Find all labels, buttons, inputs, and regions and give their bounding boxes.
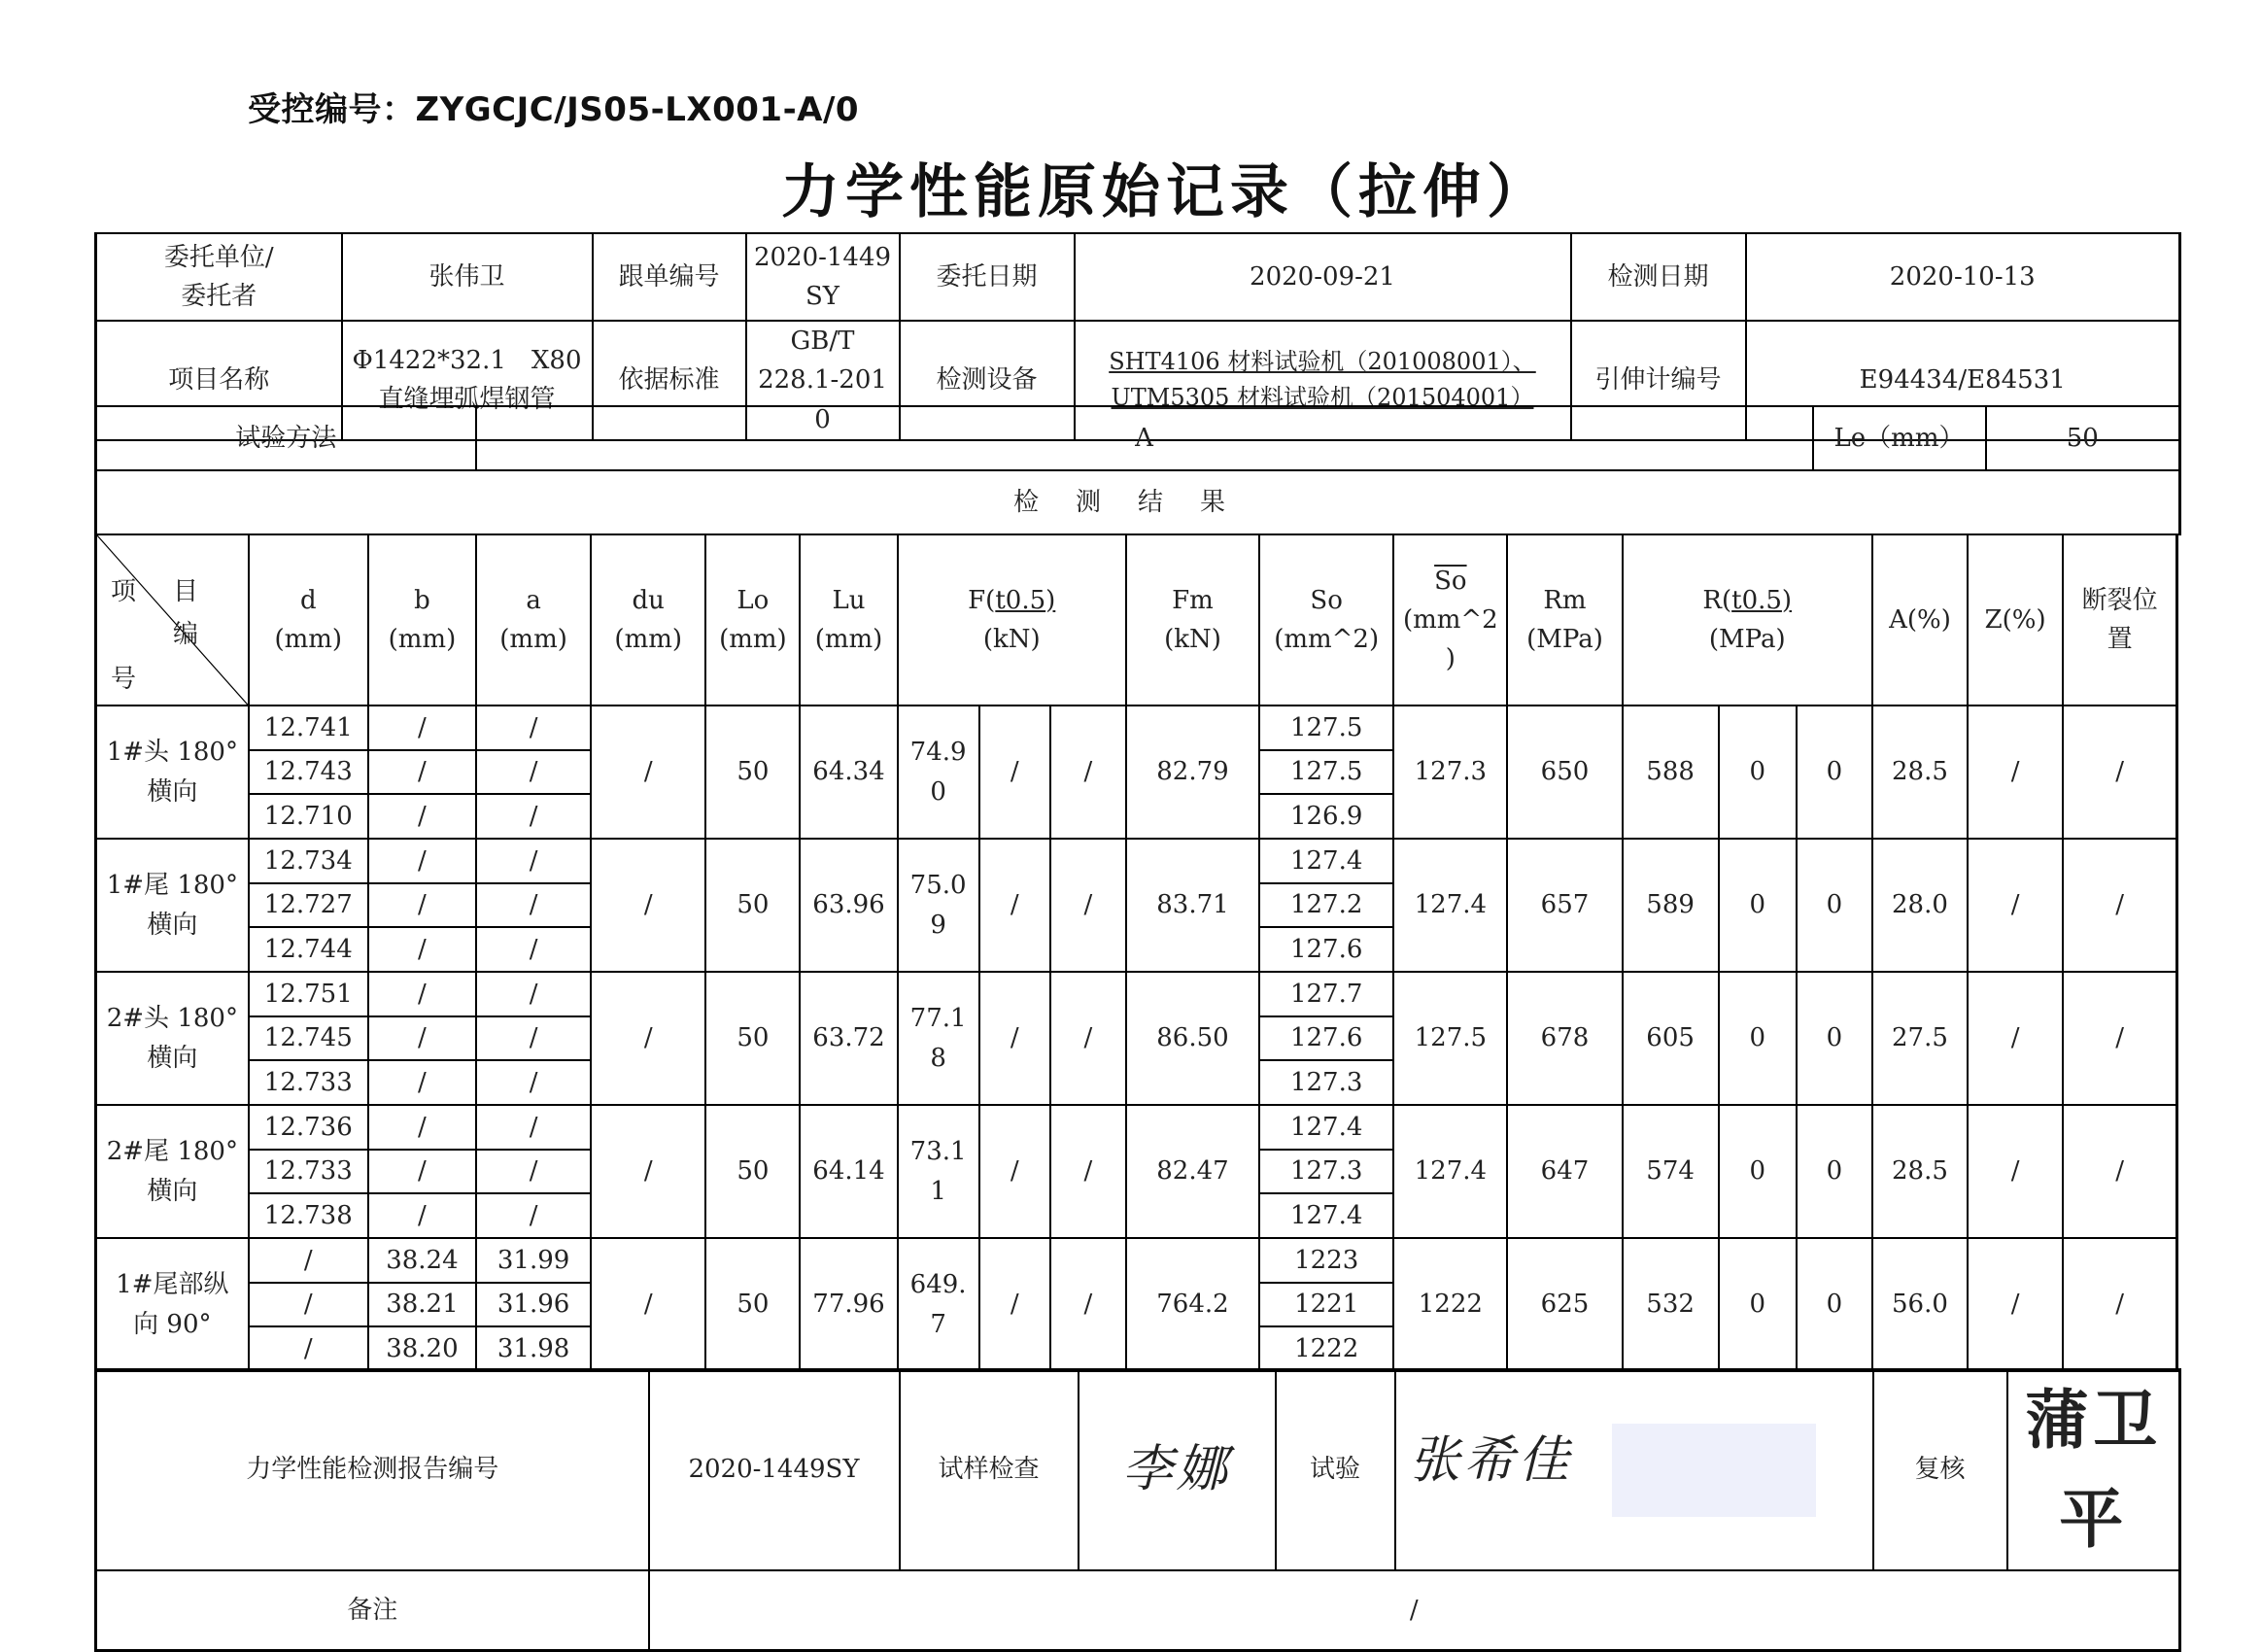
cell-z-pct: /	[1968, 1105, 2063, 1238]
cell-rm: 625	[1507, 1238, 1622, 1371]
cell-f: 74.9 0	[898, 706, 979, 839]
cell-d: 12.727	[249, 883, 368, 927]
test-date-label: 检测日期	[1571, 233, 1746, 321]
cell-f-y: /	[1050, 1238, 1126, 1371]
cell-break-position: /	[2063, 972, 2176, 1105]
cell-r-3: 0	[1797, 839, 1872, 972]
le-label: Le（mm）	[1813, 406, 1986, 470]
cell-lu: 63.72	[800, 972, 897, 1105]
cell-a: 31.96	[476, 1283, 591, 1326]
cell-b: /	[368, 706, 476, 750]
cell-r-3: 0	[1797, 706, 1872, 839]
cell-r-3: 0	[1797, 972, 1872, 1105]
cell-du: /	[591, 1105, 705, 1238]
cell-so: 1222	[1259, 1326, 1393, 1371]
client-label: 委托单位/ 委托者	[96, 233, 342, 321]
col-d: d (mm)	[249, 534, 368, 706]
cell-b: /	[368, 927, 476, 972]
cell-lo: 50	[705, 1238, 800, 1371]
cell-du: /	[591, 839, 705, 972]
col-a-pct: A(%)	[1872, 534, 1968, 706]
method-value: A	[476, 406, 1813, 470]
method-label: 试验方法	[96, 406, 476, 470]
cell-rm: 657	[1507, 839, 1622, 972]
cell-so: 127.4	[1259, 839, 1393, 883]
cell-a-pct: 28.0	[1872, 839, 1968, 972]
col-du: du (mm)	[591, 534, 705, 706]
item-number-header: 项 目 编 号	[96, 534, 249, 706]
col-lu: Lu (mm)	[800, 534, 897, 706]
cell-d: 12.744	[249, 927, 368, 972]
cell-b: 38.21	[368, 1283, 476, 1326]
cell-a: /	[476, 706, 591, 750]
cell-so: 127.6	[1259, 1016, 1393, 1060]
cell-d: 12.710	[249, 794, 368, 839]
cell-a-pct: 56.0	[1872, 1238, 1968, 1371]
cell-b: /	[368, 883, 476, 927]
cell-f-x: /	[979, 972, 1050, 1105]
cell-d: 12.733	[249, 1060, 368, 1105]
col-b: b (mm)	[368, 534, 476, 706]
cell-break-position: /	[2063, 839, 2176, 972]
cell-d: /	[249, 1238, 368, 1283]
cell-rm: 647	[1507, 1105, 1622, 1238]
cell-so: 127.7	[1259, 972, 1393, 1016]
project-value: Φ1422*32.1 X80 直缝埋弧焊钢管	[342, 321, 593, 440]
cell-r-1: 574	[1623, 1105, 1719, 1238]
cell-lo: 50	[705, 839, 800, 972]
cell-r-3: 0	[1797, 1105, 1872, 1238]
cell-b: /	[368, 839, 476, 883]
cell-f-y: /	[1050, 706, 1126, 839]
col-so-avg: $\overline{So}$ (mm^2 )	[1393, 534, 1507, 706]
cell-a: /	[476, 927, 591, 972]
review-label: 复核	[1873, 1369, 2007, 1570]
review-signature: 蒲卫平	[2007, 1369, 2180, 1570]
cell-b: /	[368, 1193, 476, 1238]
cell-a: /	[476, 972, 591, 1016]
cell-rm: 650	[1507, 706, 1622, 839]
cell-so-avg: 127.3	[1393, 706, 1507, 839]
cell-so: 1221	[1259, 1283, 1393, 1326]
order-label: 跟单编号	[593, 233, 746, 321]
cell-a: /	[476, 1060, 591, 1105]
cell-r-2: 0	[1719, 839, 1797, 972]
cell-break-position: /	[2063, 706, 2176, 839]
cell-a: /	[476, 750, 591, 794]
cell-so: 1223	[1259, 1238, 1393, 1283]
specimen-sub-row	[96, 706, 2177, 750]
standard-label: 依据标准	[593, 321, 746, 440]
results-table	[94, 533, 2178, 1372]
cell-b: /	[368, 1060, 476, 1105]
cell-b: /	[368, 794, 476, 839]
specimen-id: 1#尾 180° 横向	[96, 839, 249, 972]
cell-a: /	[476, 1193, 591, 1238]
test-label: 试验	[1276, 1369, 1395, 1570]
cell-a: 31.98	[476, 1326, 591, 1371]
cell-so: 127.3	[1259, 1150, 1393, 1193]
cell-so: 127.4	[1259, 1105, 1393, 1150]
order-value: 2020-1449SY	[746, 233, 900, 321]
cell-d: 12.738	[249, 1193, 368, 1238]
cell-so: 127.2	[1259, 883, 1393, 927]
cell-so: 127.5	[1259, 750, 1393, 794]
equipment-label: 检测设备	[900, 321, 1075, 440]
cell-r-1: 588	[1623, 706, 1719, 839]
specimen-id: 1#头 180° 横向	[96, 706, 249, 839]
cell-lo: 50	[705, 706, 800, 839]
method-table	[94, 405, 2181, 535]
col-z-pct: Z(%)	[1968, 534, 2063, 706]
col-f: F(t0.5) (kN)	[898, 534, 1126, 706]
cell-b: 38.20	[368, 1326, 476, 1371]
cell-b: /	[368, 750, 476, 794]
page-title: 力学性能原始记录（拉伸）	[781, 158, 1551, 226]
cell-f: 649. 7	[898, 1238, 979, 1371]
cell-a-pct: 28.5	[1872, 1105, 1968, 1238]
cell-a: /	[476, 794, 591, 839]
client-value: 张伟卫	[342, 233, 593, 321]
cell-lo: 50	[705, 972, 800, 1105]
cell-f-y: /	[1050, 972, 1126, 1105]
commission-date-label: 委托日期	[900, 233, 1075, 321]
cell-b: 38.24	[368, 1238, 476, 1283]
specimen-rows	[96, 706, 2177, 1371]
cell-r-2: 0	[1719, 972, 1797, 1105]
cell-break-position: /	[2063, 1105, 2176, 1238]
cell-a: /	[476, 1016, 591, 1060]
cell-so: 127.3	[1259, 1060, 1393, 1105]
control-number: 受控编号：ZYGCJC/JS05-LX001-A/0	[248, 90, 860, 129]
cell-du: /	[591, 706, 705, 839]
specimen-sub-row	[96, 1105, 2177, 1150]
cell-so: 127.4	[1259, 1193, 1393, 1238]
inspection-label: 试样检查	[900, 1369, 1079, 1570]
cell-r-2: 0	[1719, 1105, 1797, 1238]
cell-lo: 50	[705, 1105, 800, 1238]
cell-d: 12.743	[249, 750, 368, 794]
cell-a: /	[476, 883, 591, 927]
col-r: R(t0.5) (MPa)	[1623, 534, 1872, 706]
remark-value: /	[649, 1570, 2180, 1651]
report-number-label: 力学性能检测报告编号	[96, 1369, 649, 1570]
cell-so-avg: 1222	[1393, 1238, 1507, 1371]
cell-fm: 764.2	[1126, 1238, 1259, 1371]
col-rm: Rm (MPa)	[1507, 534, 1622, 706]
cell-d: 12.733	[249, 1150, 368, 1193]
cell-f-x: /	[979, 1238, 1050, 1371]
cell-d: 12.745	[249, 1016, 368, 1060]
cell-a: /	[476, 1105, 591, 1150]
cell-f: 75.0 9	[898, 839, 979, 972]
column-header-row	[96, 534, 2177, 706]
cell-f: 73.1 1	[898, 1105, 979, 1238]
cell-b: /	[368, 1105, 476, 1150]
cell-d: 12.741	[249, 706, 368, 750]
cell-lu: 64.14	[800, 1105, 897, 1238]
project-label: 项目名称	[96, 321, 342, 440]
cell-a: /	[476, 1150, 591, 1193]
specimen-id: 2#尾 180° 横向	[96, 1105, 249, 1238]
cell-so-avg: 127.5	[1393, 972, 1507, 1105]
cell-rm: 678	[1507, 972, 1622, 1105]
remark-label: 备注	[96, 1570, 649, 1651]
cell-fm: 86.50	[1126, 972, 1259, 1105]
cell-b: /	[368, 972, 476, 1016]
inspection-signature: 李娜	[1079, 1369, 1276, 1570]
cell-d: 12.734	[249, 839, 368, 883]
cell-so: 127.5	[1259, 706, 1393, 750]
specimen-id: 1#尾部纵 向 90°	[96, 1238, 249, 1371]
cell-so-avg: 127.4	[1393, 1105, 1507, 1238]
specimen-sub-row	[96, 1238, 2177, 1283]
cell-du: /	[591, 972, 705, 1105]
cell-f-y: /	[1050, 1105, 1126, 1238]
extensometer-label: 引伸计编号	[1571, 321, 1746, 440]
cell-f-x: /	[979, 839, 1050, 972]
report-number-value: 2020-1449SY	[649, 1369, 900, 1570]
col-a: a (mm)	[476, 534, 591, 706]
test-date-value: 2020-10-13	[1746, 233, 2180, 321]
cell-so: 127.6	[1259, 927, 1393, 972]
cell-r-1: 532	[1623, 1238, 1719, 1371]
footer-table	[94, 1368, 2181, 1652]
cell-f-y: /	[1050, 839, 1126, 972]
cell-f: 77.1 8	[898, 972, 979, 1105]
cell-break-position: /	[2063, 1238, 2176, 1371]
cell-lu: 63.96	[800, 839, 897, 972]
cell-r-3: 0	[1797, 1238, 1872, 1371]
cell-z-pct: /	[1968, 706, 2063, 839]
cell-r-2: 0	[1719, 1238, 1797, 1371]
equipment-value: SHT4106 材料试验机（201008001）、 UTM5305 材料试验机（201504001）	[1075, 321, 1571, 440]
cell-f-x: /	[979, 706, 1050, 839]
cell-r-1: 605	[1623, 972, 1719, 1105]
extensometer-value: E94434/E84531	[1746, 321, 2180, 440]
col-fm: Fm (kN)	[1126, 534, 1259, 706]
cell-b: /	[368, 1016, 476, 1060]
cell-du: /	[591, 1238, 705, 1371]
specimen-id: 2#头 180° 横向	[96, 972, 249, 1105]
col-lo: Lo (mm)	[705, 534, 800, 706]
specimen-sub-row	[96, 972, 2177, 1016]
cell-lu: 77.96	[800, 1238, 897, 1371]
cell-lu: 64.34	[800, 706, 897, 839]
le-value: 50	[1986, 406, 2180, 470]
redaction-box	[1612, 1424, 1816, 1517]
cell-fm: 82.47	[1126, 1105, 1259, 1238]
cell-f-x: /	[979, 1105, 1050, 1238]
cell-r-1: 589	[1623, 839, 1719, 972]
cell-so: 126.9	[1259, 794, 1393, 839]
col-so: So (mm^2)	[1259, 534, 1393, 706]
cell-fm: 82.79	[1126, 706, 1259, 839]
col-break-position: 断裂位 置	[2063, 534, 2176, 706]
cell-a: /	[476, 839, 591, 883]
cell-z-pct: /	[1968, 1238, 2063, 1371]
cell-d: /	[249, 1283, 368, 1326]
cell-so-avg: 127.4	[1393, 839, 1507, 972]
cell-fm: 83.71	[1126, 839, 1259, 972]
test-signature: 张希佳	[1395, 1369, 1873, 1570]
specimen-sub-row	[96, 839, 2177, 883]
cell-d: 12.736	[249, 1105, 368, 1150]
cell-r-2: 0	[1719, 706, 1797, 839]
results-heading: 检测结果	[96, 470, 2180, 534]
commission-date-value: 2020-09-21	[1075, 233, 1571, 321]
cell-a-pct: 27.5	[1872, 972, 1968, 1105]
standard-value: GB/T 228.1-2010	[746, 321, 900, 440]
cell-z-pct: /	[1968, 839, 2063, 972]
cell-b: /	[368, 1150, 476, 1193]
cell-z-pct: /	[1968, 972, 2063, 1105]
cell-d: 12.751	[249, 972, 368, 1016]
cell-d: /	[249, 1326, 368, 1371]
cell-a: 31.99	[476, 1238, 591, 1283]
cell-a-pct: 28.5	[1872, 706, 1968, 839]
